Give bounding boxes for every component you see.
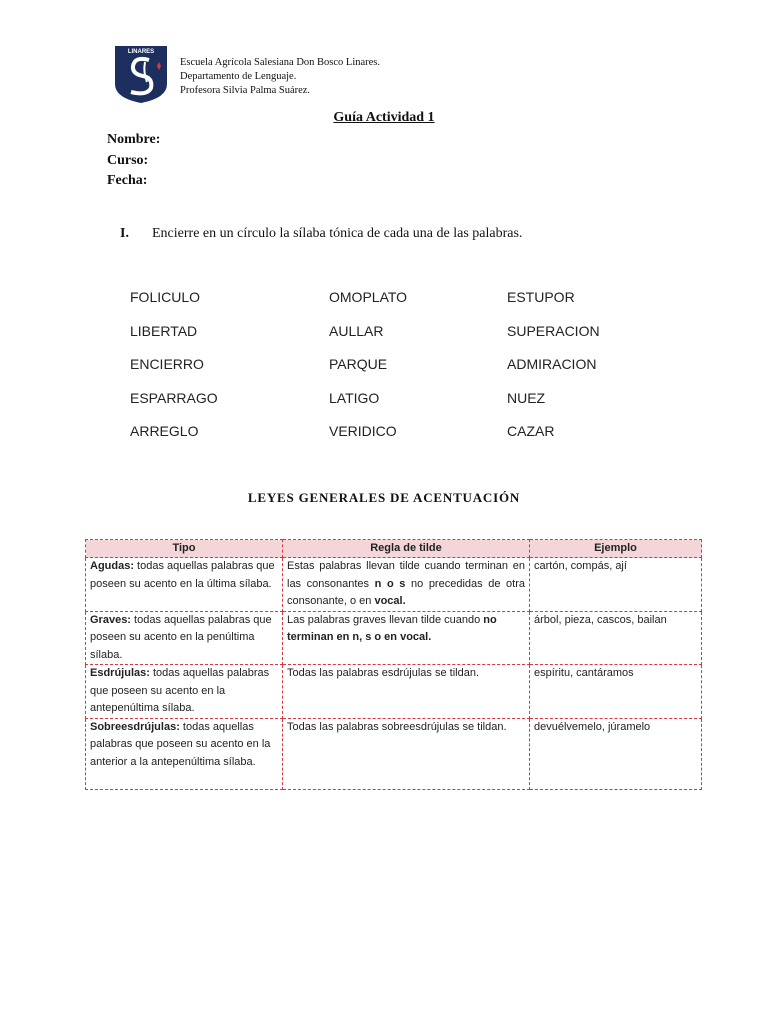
word: ARREGLO	[130, 423, 199, 439]
word: ESTUPOR	[507, 289, 575, 305]
regla-cell: Todas las palabras esdrújulas se tildan.	[283, 665, 530, 719]
header-ejemplo: Ejemplo	[530, 540, 702, 558]
table-header-row	[86, 540, 702, 558]
word: AULLAR	[329, 322, 384, 339]
word: FOLICULO	[130, 289, 201, 305]
ejemplo-cell: cartón, compás, ají	[530, 558, 702, 612]
laws-title: LEYES GENERALES DE ACENTUACIÓN	[247, 490, 521, 505]
table-row	[86, 558, 702, 612]
table-row	[86, 665, 702, 719]
student-fields	[107, 130, 160, 192]
ejemplo-cell: espíritu, cantáramos	[530, 665, 702, 719]
department: Departamento de Lenguaje.	[180, 71, 297, 82]
tipo-cell: Sobreesdrújulas: todas aquellas palabras que poseen su acento en la anterior a la antepenúltima sílaba.	[86, 718, 283, 789]
ejemplo-cell: devuélvemelo, júramelo	[530, 718, 702, 789]
word: SUPERACION	[507, 322, 600, 339]
ejemplo-cell: árbol, pieza, cascos, bailan	[530, 611, 702, 665]
header-regla: Regla de tilde	[283, 540, 530, 558]
word: ADMIRACION	[507, 356, 597, 372]
word: LIBERTAD	[130, 322, 198, 339]
instruction	[120, 226, 522, 242]
regla-cell: Estas palabras llevan tilde cuando terminan en las consonantes n o s no precedidas de otra consonante, o en vocal.	[283, 558, 530, 612]
header-tipo: Tipo	[86, 540, 283, 558]
word: ENCIERRO	[130, 356, 204, 372]
word: ESPARRAGO	[130, 389, 218, 406]
field-fecha: Fecha:	[107, 173, 148, 188]
teacher: Profesora Silvia Palma Suárez.	[180, 85, 311, 96]
word: NUEZ	[507, 389, 546, 406]
regla-cell: Todas las palabras sobreesdrújulas se tildan.	[283, 718, 530, 789]
regla-cell: Las palabras graves llevan tilde cuando no terminan en n, s o en vocal.	[283, 611, 530, 665]
word: CAZAR	[507, 423, 555, 439]
field-curso: Curso:	[107, 152, 149, 168]
tipo-cell: Graves: todas aquellas palabras que poseen su acento en la penúltima sílaba.	[86, 611, 283, 665]
accent-rules-table	[85, 539, 702, 790]
page-title: Guía Actividad 1	[333, 110, 435, 125]
field-nombre: Nombre:	[107, 132, 161, 147]
instruction-number: I.	[120, 226, 129, 241]
instruction-text: Encierre en un círculo la sílaba tónica de cada una de las palabras.	[152, 226, 523, 241]
word: PARQUE	[329, 356, 388, 372]
tipo-cell: Agudas: todas aquellas palabras que poseen su acento en la última sílaba.	[86, 558, 283, 612]
word: VERIDICO	[329, 423, 397, 439]
table-row	[86, 718, 702, 789]
school-name: Escuela Agrícola Salesiana Don Bosco Linares.	[180, 57, 381, 68]
table-row	[86, 611, 702, 665]
word: OMOPLATO	[329, 289, 408, 305]
school-info	[180, 56, 380, 98]
logo-text: LINARES	[127, 49, 155, 55]
school-logo	[113, 44, 169, 104]
word: LATIGO	[329, 389, 380, 406]
tipo-cell: Esdrújulas: todas aquellas palabras que poseen su acento en la antepenúltima sílaba.	[86, 665, 283, 719]
